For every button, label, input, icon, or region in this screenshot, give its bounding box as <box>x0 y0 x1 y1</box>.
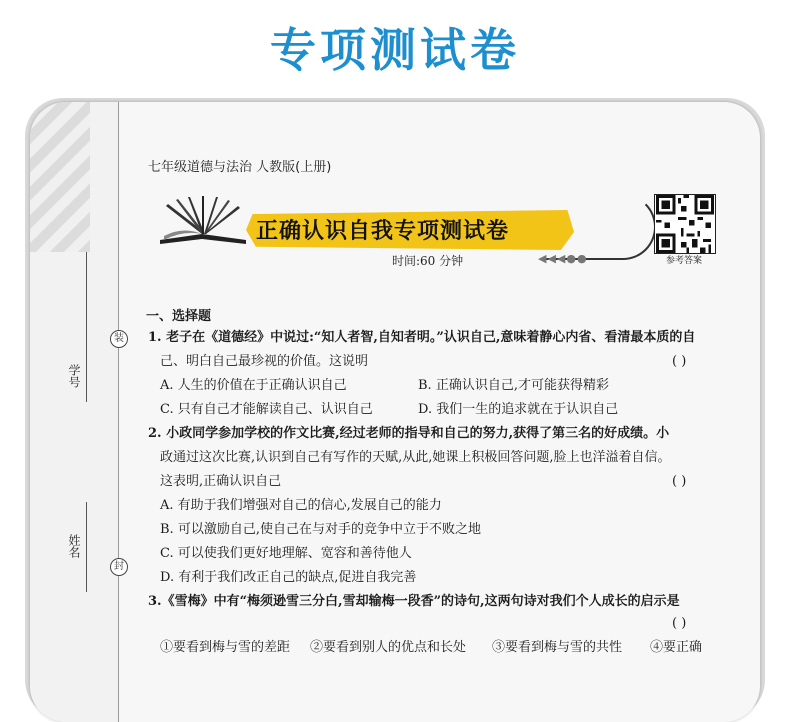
option-2d: D. 有利于我们改正自己的缺点,促进自我完善 <box>160 570 417 585</box>
name-write-line <box>86 502 87 592</box>
decorative-arc <box>544 194 656 260</box>
question-2-line-2: 政通过这次比赛,认识到自己有写作的天赋,从此,她课上积极回答问题,脸上也洋溢着自信。 <box>160 450 671 465</box>
option-1b: B. 正确认识自己,才可能获得精彩 <box>418 378 609 393</box>
section-title: 一、选择题 <box>146 309 212 324</box>
question-1-line-1: 1. 老子在《道德经》中说过:“知人者智,自知者明。”认识自己,意味着静心内省、看清最本质的自 <box>148 330 696 345</box>
seal-mark-top: 装 <box>110 330 128 348</box>
exam-paper <box>30 102 760 722</box>
option-1d: D. 我们一生的追求就在于认识自己 <box>418 402 619 417</box>
student-id-label: 学号 <box>67 364 81 388</box>
binding-margin <box>30 102 124 722</box>
option-3-4: ④要正确 <box>650 640 703 655</box>
seal-mark-bottom: 封 <box>110 558 128 576</box>
option-3-2: ②要看到别人的优点和长处 <box>310 640 467 655</box>
option-2b: B. 可以激励自己,使自己在与对手的竞争中立于不败之地 <box>160 522 481 537</box>
answer-blank-2[interactable]: ( ) <box>672 474 687 489</box>
qr-caption: 参考答案 <box>665 256 702 266</box>
question-2-line-3: 这表明,正确认识自己 <box>160 474 282 489</box>
question-3-line-1: 3.《雪梅》中有“梅须逊雪三分白,雪却输梅一段香”的诗句,这两句诗对我们个人成长的启示是 <box>148 594 680 609</box>
id-write-line <box>86 252 87 402</box>
option-3-3: ③要看到梅与雪的共性 <box>492 640 623 655</box>
answer-blank-3[interactable]: ( ) <box>672 616 687 631</box>
open-book-icon <box>158 196 248 246</box>
arrow-decoration: ◀◀◀●● <box>538 252 588 265</box>
decorative-stripes <box>30 102 90 252</box>
question-1-line-2: 己、明白自己最珍视的价值。这说明 <box>160 354 369 369</box>
option-1a: A. 人生的价值在于正确认识自己 <box>160 378 347 393</box>
option-3-1: ①要看到梅与雪的差距 <box>160 640 291 655</box>
time-limit: 时间:60 分钟 <box>392 254 464 268</box>
option-1c: C. 只有自己才能解读自己、认识自己 <box>160 402 373 417</box>
option-2a: A. 有助于我们增强对自己的信心,发展自己的能力 <box>160 498 442 513</box>
name-label: 姓名 <box>67 534 81 558</box>
subject-line: 七年级道德与法治 人教版(上册) <box>148 160 332 175</box>
option-2c: C. 可以使我们更好地理解、宽容和善待他人 <box>160 546 412 561</box>
paper-title: 正确认识自我专项测试卷 <box>256 219 510 244</box>
qr-code-icon[interactable] <box>654 194 716 254</box>
question-2-line-1: 2. 小政同学参加学校的作文比赛,经过老师的指导和自己的努力,获得了第三名的好成绩。小 <box>148 426 670 441</box>
banner-title: 专项测试卷 <box>270 23 520 77</box>
answer-blank-1[interactable]: ( ) <box>672 354 687 369</box>
